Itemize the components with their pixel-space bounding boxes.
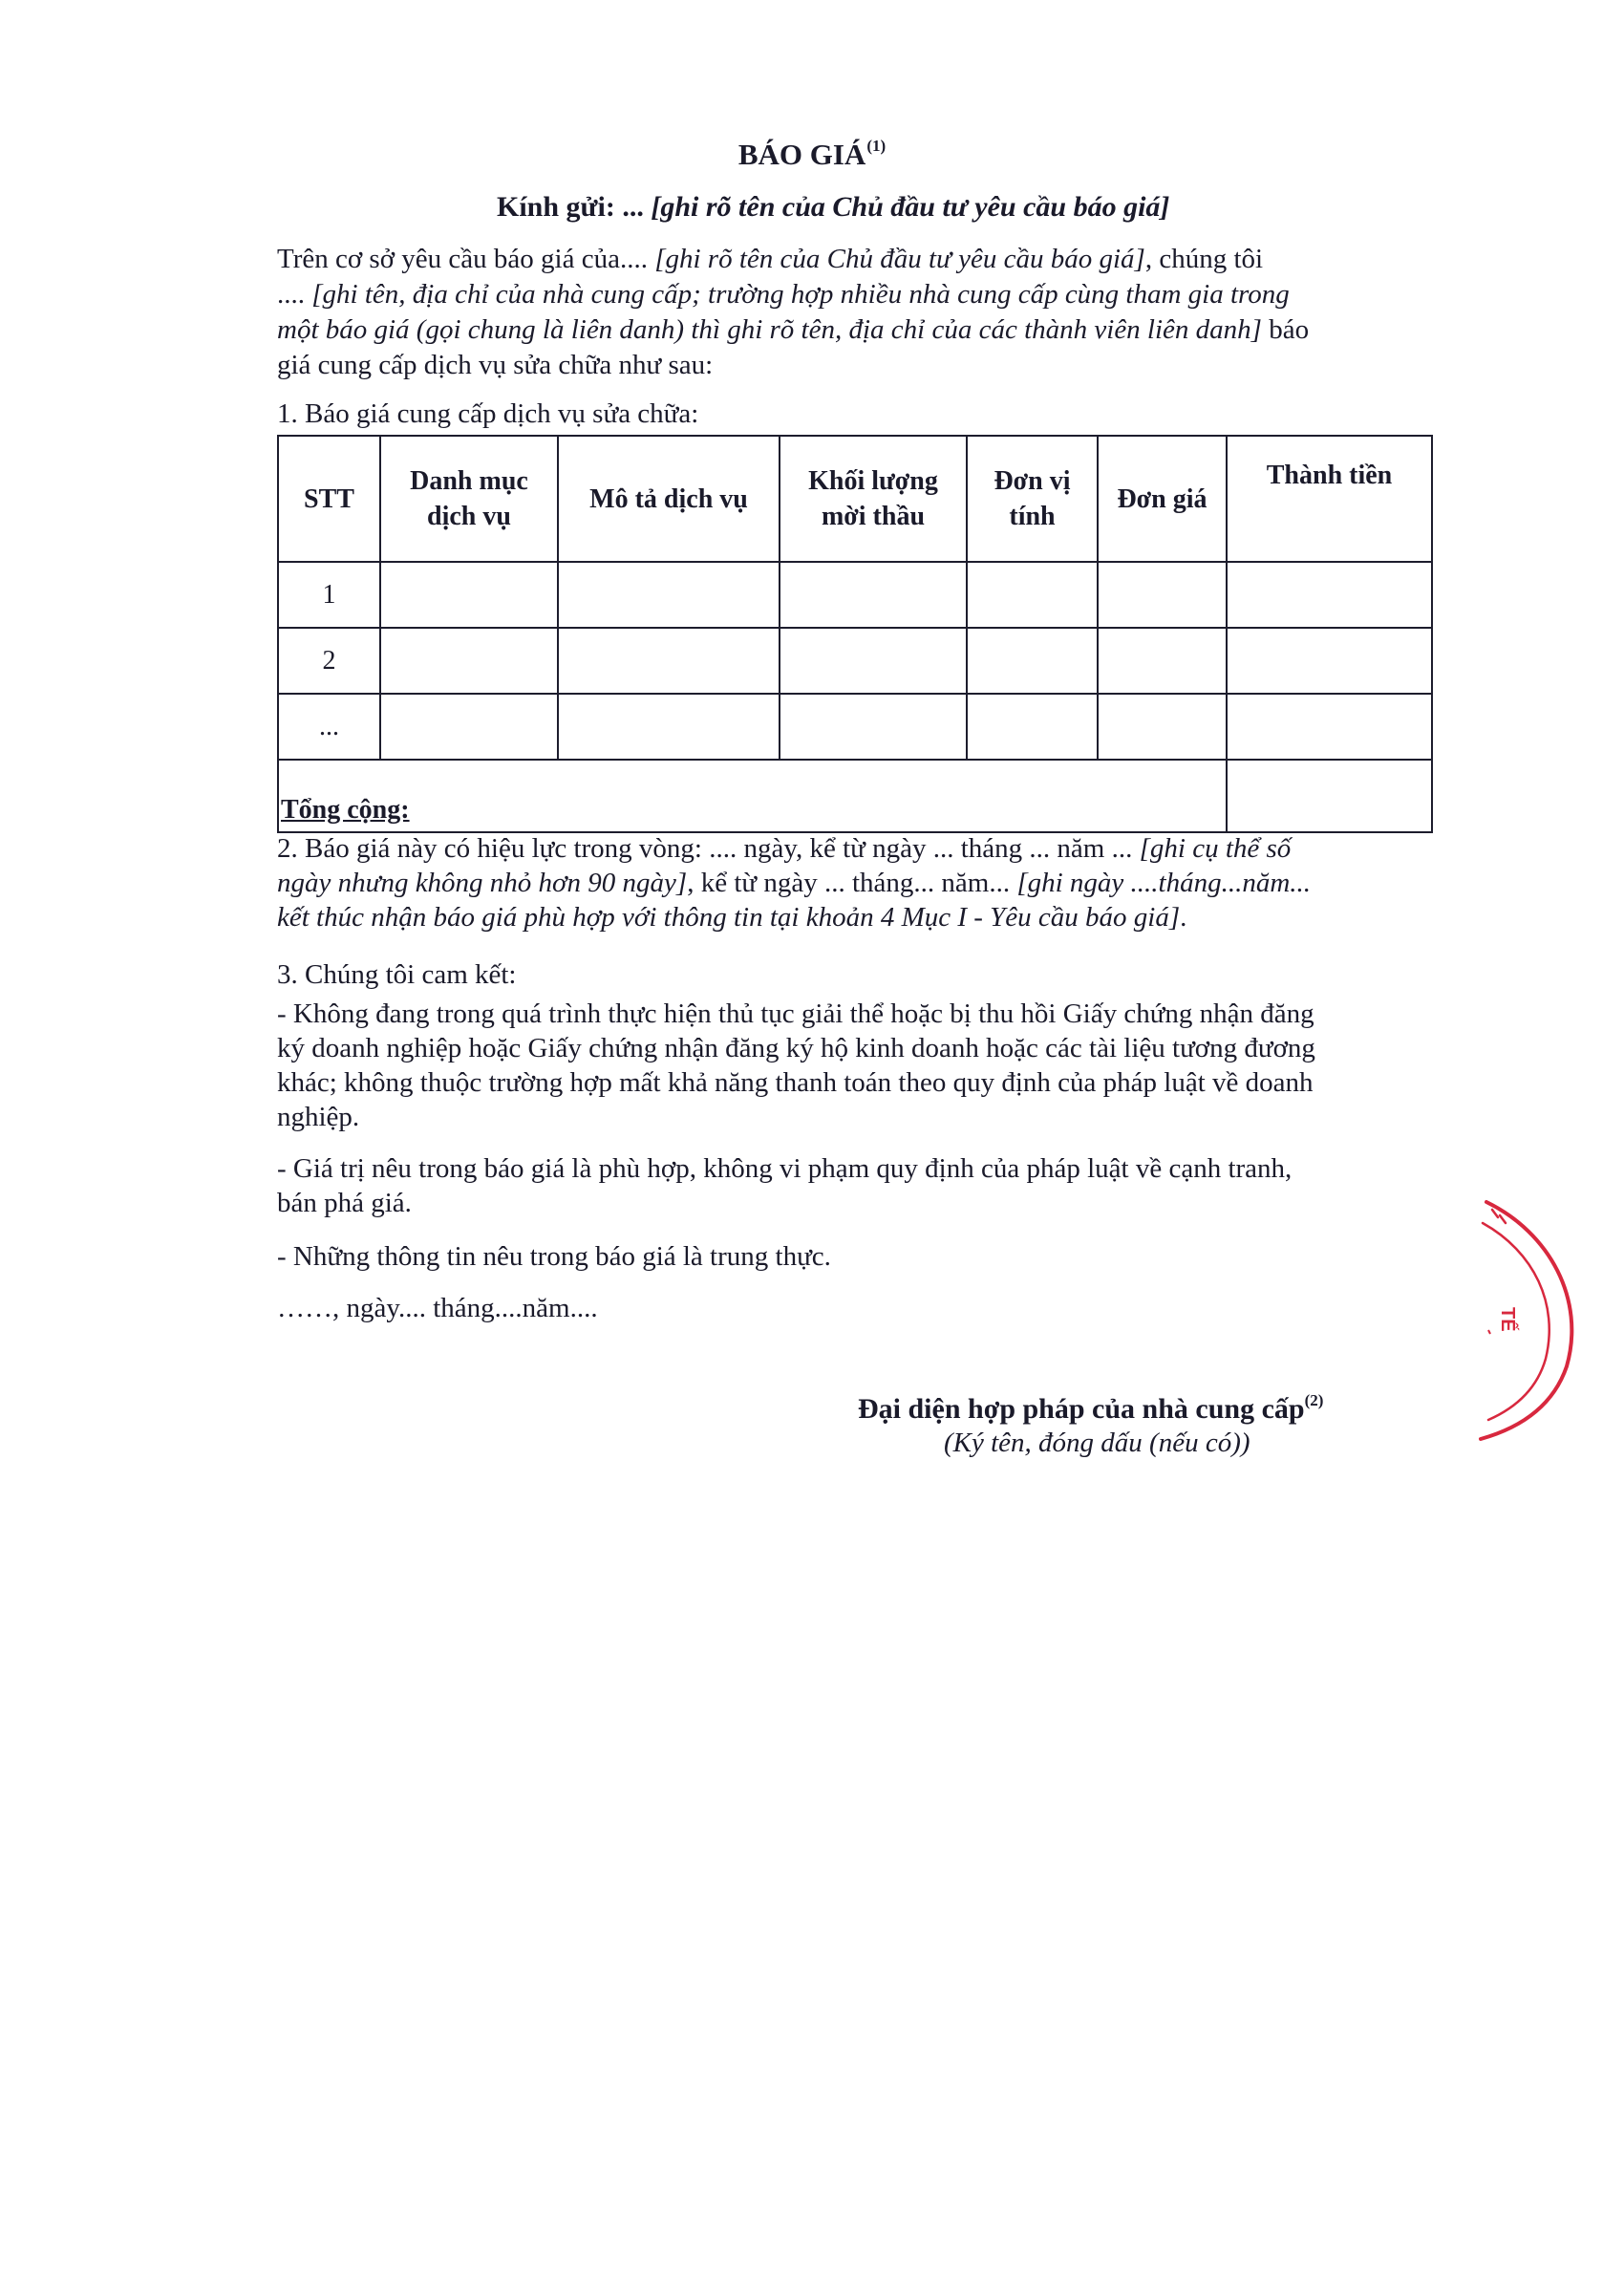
section-1-heading: 1. Báo giá cung cấp dịch vụ sửa chữa: bbox=[277, 398, 699, 429]
header-unit bbox=[967, 436, 1098, 562]
table-cell bbox=[780, 628, 967, 694]
header-label: Khối lượng mời thầu bbox=[808, 466, 938, 531]
intro-text: , chúng tôi bbox=[1144, 244, 1264, 274]
commitment-1-line-3: khác; không thuộc trường hợp mất khả năng thanh toán theo quy định của pháp luật về doanh bbox=[277, 1067, 1314, 1098]
table-cell bbox=[780, 562, 967, 628]
commitment-2-line-1: - Giá trị nêu trong báo giá là phù hợp, không vi phạm quy định của pháp luật về cạnh tranh, bbox=[277, 1153, 1293, 1184]
date-line: ……, ngày.... tháng....năm.... bbox=[277, 1293, 598, 1323]
total-amount-cell bbox=[1227, 760, 1432, 832]
signature-footnote-marker: (2) bbox=[1304, 1391, 1324, 1409]
row-stt: ... bbox=[278, 694, 380, 760]
table-cell bbox=[967, 562, 1098, 628]
validity-text: , kể từ ngày ... tháng... năm... bbox=[687, 868, 1011, 898]
signature-instruction: (Ký tên, đóng dấu (nếu có)) bbox=[944, 1428, 1250, 1458]
validity-text: 2. Báo giá này có hiệu lực trong vòng: .... ngày, kể từ ngày ... tháng ... năm ... bbox=[277, 833, 1133, 864]
header-amount: Thành tiền bbox=[1227, 436, 1432, 562]
table-cell bbox=[1227, 694, 1432, 760]
intro-line-3 bbox=[277, 312, 1423, 348]
commitment-3: - Những thông tin nêu trong báo giá là trung thực. bbox=[277, 1241, 831, 1272]
intro-placeholder: [ghi tên, địa chỉ của nhà cung cấp; trường hợp nhiều nhà cung cấp cùng tham gia trong bbox=[305, 279, 1290, 310]
header-label: Đơn vị tính bbox=[994, 466, 1071, 531]
header-stt: STT bbox=[278, 436, 380, 562]
validity-line-3 bbox=[277, 900, 1186, 935]
table-cell bbox=[558, 628, 780, 694]
table-cell bbox=[967, 628, 1098, 694]
header-unit-price: Đơn giá bbox=[1098, 436, 1227, 562]
table-cell bbox=[558, 562, 780, 628]
table-cell bbox=[1098, 628, 1227, 694]
table-cell bbox=[380, 562, 558, 628]
table-cell bbox=[380, 628, 558, 694]
validity-placeholder: kết thúc nhận báo giá phù hợp với thông tin tại khoản 4 Mục I - Yêu cầu báo giá] bbox=[277, 902, 1181, 933]
validity-line-1 bbox=[277, 831, 1291, 867]
validity-text: . bbox=[1180, 902, 1187, 933]
validity-placeholder: [ghi ngày ....tháng...năm... bbox=[1010, 868, 1312, 898]
table-total-row bbox=[278, 760, 1432, 832]
intro-text: Trên cơ sở yêu cầu báo giá của.... bbox=[277, 244, 648, 274]
table-cell bbox=[1098, 562, 1227, 628]
validity-line-2 bbox=[277, 866, 1311, 901]
table-cell bbox=[380, 694, 558, 760]
commitment-1-line-4: nghiệp. bbox=[277, 1102, 360, 1132]
table-cell bbox=[967, 694, 1098, 760]
table-cell bbox=[780, 694, 967, 760]
row-stt: 1 bbox=[278, 562, 380, 628]
title-footnote-marker: (1) bbox=[866, 137, 887, 155]
commitment-2-line-2: bán phá giá. bbox=[277, 1188, 412, 1218]
addressee-placeholder: [ghi rõ tên của Chủ đầu tư yêu cầu báo giá] bbox=[643, 191, 1170, 223]
intro-text: .... bbox=[277, 279, 305, 310]
table-header-row bbox=[278, 436, 1432, 562]
header-label: Danh mục dịch vụ bbox=[410, 466, 528, 531]
table-cell bbox=[1098, 694, 1227, 760]
intro-line-2 bbox=[277, 277, 1423, 312]
addressee-line bbox=[497, 191, 1169, 224]
header-service-description: Mô tả dịch vụ bbox=[558, 436, 780, 562]
signature-title bbox=[858, 1391, 1323, 1426]
seal-small-mark bbox=[1488, 1330, 1490, 1334]
intro-placeholder: [ghi rõ tên của Chủ đầu tư yêu cầu báo giá] bbox=[647, 244, 1145, 274]
intro-paragraph bbox=[277, 242, 1423, 383]
seal-outer-ring bbox=[1481, 1202, 1571, 1439]
quotation-table bbox=[277, 435, 1433, 833]
table-row bbox=[278, 628, 1432, 694]
intro-line-1 bbox=[277, 242, 1423, 277]
title-text: BÁO GIÁ bbox=[737, 138, 866, 171]
table-row bbox=[278, 562, 1432, 628]
table-cell bbox=[558, 694, 780, 760]
commitment-1-line-1: - Không đang trong quá trình thực hiện thủ tục giải thể hoặc bị thu hồi Giấy chứng nhận đăng bbox=[277, 998, 1314, 1029]
header-quantity bbox=[780, 436, 967, 562]
signature-title-text: Đại diện hợp pháp của nhà cung cấp bbox=[858, 1393, 1305, 1425]
intro-line-4: giá cung cấp dịch vụ sửa chữa như sau: bbox=[277, 350, 714, 380]
validity-placeholder: [ghi cụ thể số bbox=[1132, 833, 1292, 864]
document-title bbox=[0, 137, 1624, 172]
header-service-category bbox=[380, 436, 558, 562]
row-stt: 2 bbox=[278, 628, 380, 694]
table-cell bbox=[1227, 562, 1432, 628]
table-cell bbox=[1227, 628, 1432, 694]
seal-fragment-text: TẾ bbox=[1497, 1307, 1518, 1332]
partial-seal-stamp bbox=[1442, 1194, 1595, 1443]
commitment-1-line-2: ký doanh nghiệp hoặc Giấy chứng nhận đăng ký hộ kinh doanh hoặc các tài liệu tương đương bbox=[277, 1033, 1315, 1063]
addressee-prefix: Kính gửi: ... bbox=[497, 191, 644, 223]
validity-placeholder: ngày nhưng không nhỏ hơn 90 ngày] bbox=[277, 868, 688, 898]
section-3-heading: 3. Chúng tôi cam kết: bbox=[277, 959, 517, 990]
table-row bbox=[278, 694, 1432, 760]
intro-placeholder: một báo giá (gọi chung là liên danh) thì ghi rõ tên, địa chỉ của các thành viên liên danh] bbox=[277, 314, 1262, 345]
total-label: Tổng cộng: bbox=[278, 760, 1227, 832]
intro-text: báo bbox=[1261, 314, 1310, 345]
